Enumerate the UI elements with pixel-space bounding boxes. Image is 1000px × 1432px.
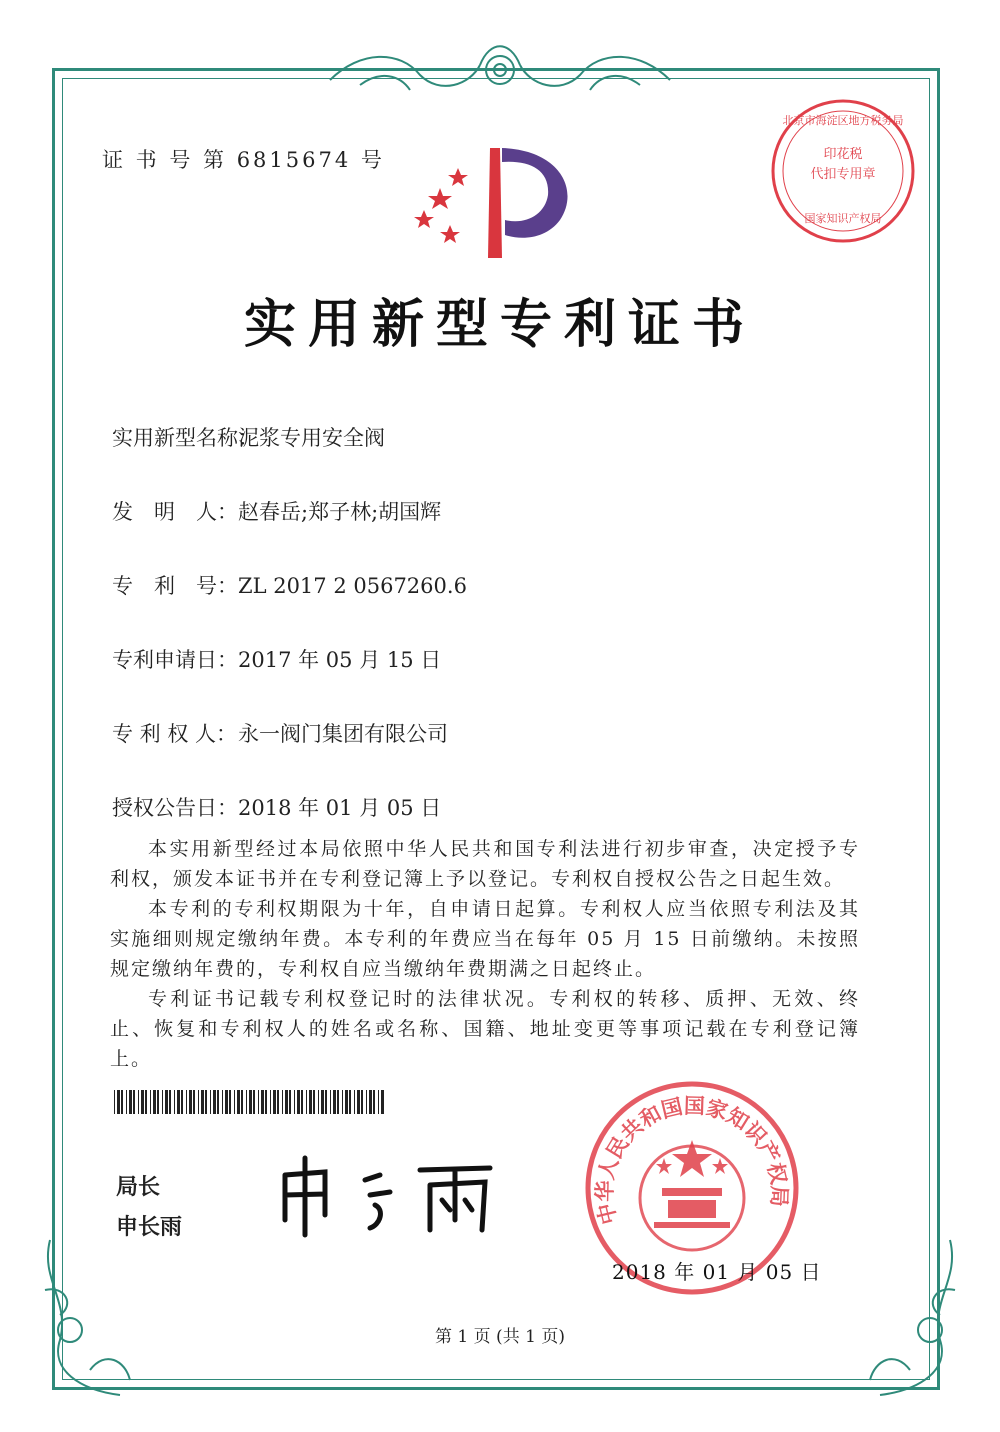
field-grant-announcement-date (112, 792, 441, 822)
barcode-bar (169, 1090, 171, 1114)
barcode-bar (237, 1090, 240, 1114)
barcode-bar (229, 1090, 231, 1114)
field-value: 2017 年 05 月 15 日 (238, 648, 442, 672)
barcode-bar (217, 1090, 219, 1114)
barcode-bar (177, 1090, 180, 1114)
barcode-bar (222, 1090, 223, 1114)
barcode-bar (157, 1090, 159, 1114)
field-application-date (112, 644, 441, 674)
bottom-right-ornament (840, 1230, 970, 1410)
bottom-left-ornament (30, 1230, 160, 1410)
field-inventors (112, 496, 441, 526)
barcode-bar (369, 1090, 372, 1114)
barcode-bar (361, 1090, 363, 1114)
barcode-bar (378, 1090, 379, 1114)
svg-text:国家知识产权局: 国家知识产权局 (804, 212, 882, 225)
barcode-bar (205, 1090, 207, 1114)
field-value: 赵春岳;郑子林;胡国辉 (238, 500, 442, 524)
barcode-bar (198, 1090, 199, 1114)
top-ornament (320, 30, 680, 100)
page-footer: 第 1 页 (共 1 页) (435, 1327, 565, 1347)
svg-text:北京市海淀区地方税务局: 北京市海淀区地方税务局 (782, 114, 904, 127)
barcode-bar (273, 1090, 276, 1114)
barcode-bar (117, 1090, 120, 1114)
barcode-bar (133, 1090, 135, 1114)
grant-date: 2018 年 01 月 05 日 (612, 1260, 822, 1284)
field-label: 授权公告日： (112, 796, 238, 820)
barcode-bar (354, 1090, 355, 1114)
barcode-bar (330, 1090, 331, 1114)
barcode-bar (129, 1090, 132, 1114)
barcode-bar (294, 1090, 295, 1114)
barcode-bar (126, 1090, 127, 1114)
patent-office-logo (410, 140, 590, 270)
barcode-bar (318, 1090, 319, 1114)
certificate-title: 实用新型专利证书 (243, 294, 756, 355)
barcode-bar (337, 1090, 339, 1114)
barcode-bar (193, 1090, 195, 1114)
barcode-bar (297, 1090, 300, 1114)
barcode-bar (258, 1090, 259, 1114)
barcode-bar (309, 1090, 312, 1114)
field-label: 专 利 号： (112, 574, 238, 598)
barcode-bar (189, 1090, 192, 1114)
svg-text:印花税: 印花税 (823, 147, 863, 162)
barcode-bar (277, 1090, 279, 1114)
barcode-bar (366, 1090, 367, 1114)
barcode-bar (253, 1090, 255, 1114)
barcode-bar (174, 1090, 175, 1114)
barcode-bar (270, 1090, 271, 1114)
barcode-bar (213, 1090, 216, 1114)
field-label: 专 利 权 人： (112, 722, 238, 746)
barcode-bar (373, 1090, 375, 1114)
field-label: 实用新型名称： (112, 426, 259, 450)
barcode-bar (342, 1090, 343, 1114)
barcode-bar (114, 1090, 115, 1114)
barcode-bar (301, 1090, 303, 1114)
barcode-bar (210, 1090, 211, 1114)
barcode-bar (225, 1090, 228, 1114)
field-label: 专利申请日： (112, 648, 238, 672)
barcode-bar (289, 1090, 291, 1114)
barcode-bar (186, 1090, 187, 1114)
field-patentee (112, 718, 448, 748)
field-value: ZL 2017 2 0567260.6 (238, 574, 467, 598)
barcode-bar (333, 1090, 336, 1114)
field-patent-number (112, 570, 467, 600)
tax-stamp-seal (768, 96, 918, 246)
director-signature (270, 1150, 510, 1240)
barcode-bar (150, 1090, 151, 1114)
barcode-bar (381, 1090, 384, 1114)
field-label: 发 明 人： (112, 500, 238, 524)
barcode-bar (246, 1090, 247, 1114)
field-value: 永一阀门集团有限公司 (238, 722, 448, 746)
barcode-bar (241, 1090, 243, 1114)
field-utility-model-name (112, 422, 385, 452)
barcode-bar (313, 1090, 315, 1114)
barcode-bar (181, 1090, 183, 1114)
barcode-bar (285, 1090, 288, 1114)
barcode-bar (282, 1090, 283, 1114)
barcode-bar (249, 1090, 252, 1114)
barcode-bar (162, 1090, 163, 1114)
barcode-bar (234, 1090, 235, 1114)
barcode-bar (357, 1090, 360, 1114)
barcode-bar (306, 1090, 307, 1114)
barcode-bar (345, 1090, 348, 1114)
body-paragraph: 本专利的专利权期限为十年，自申请日起算。专利权人应当依照专利法及其实施细则规定缴纳年费。本专利的年费应当在每年 05 月 15 日前缴纳。未按照规定缴纳年费的，专利权自应当缴纳年费期满之日起终止。 (110, 898, 860, 980)
director-name: 申长雨 (116, 1215, 183, 1240)
barcode-bar (321, 1090, 324, 1114)
barcode-bar (349, 1090, 351, 1114)
barcode-bar (138, 1090, 139, 1114)
barcode-bar (165, 1090, 168, 1114)
svg-text:中华人民共和国国家知识产权局: 中华人民共和国国家知识产权局 (592, 1093, 792, 1227)
barcode-bar (121, 1090, 123, 1114)
barcode-bar (261, 1090, 264, 1114)
certificate-number: 证 书 号 第 6815674 号 (102, 148, 385, 172)
barcode-bar (141, 1090, 144, 1114)
certificate-body (110, 834, 860, 1074)
barcode-bar (265, 1090, 267, 1114)
field-value: 泥浆专用安全阀 (238, 426, 385, 450)
barcode-bar (325, 1090, 327, 1114)
barcode (114, 1090, 384, 1114)
body-paragraph: 本实用新型经过本局依照中华人民共和国专利法进行初步审查，决定授予专利权，颁发本证书并在专利登记簿上予以登记。专利权自授权公告之日起生效。 (110, 838, 860, 890)
barcode-bar (153, 1090, 156, 1114)
barcode-bar (201, 1090, 204, 1114)
barcode-bar (145, 1090, 147, 1114)
field-value: 2018 年 01 月 05 日 (238, 796, 442, 820)
svg-text:代扣专用章: 代扣专用章 (810, 167, 876, 182)
body-paragraph: 专利证书记载专利权登记时的法律状况。专利权的转移、质押、无效、终止、恢复和专利权人的姓名或名称、国籍、地址变更等事项记载在专利登记簿上。 (110, 988, 860, 1070)
director-title: 局长 (116, 1175, 161, 1200)
